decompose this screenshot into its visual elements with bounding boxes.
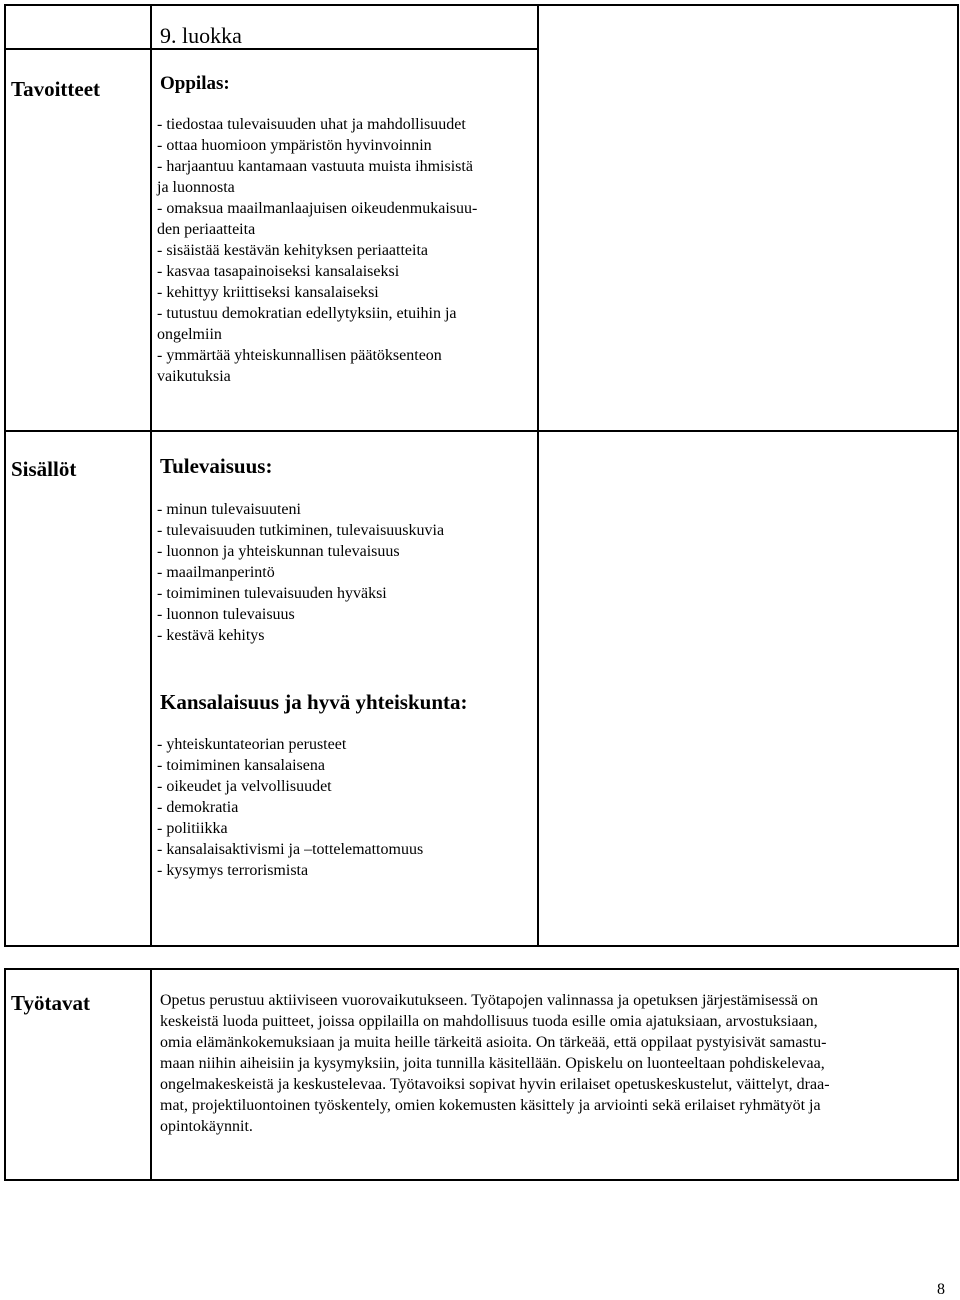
list-item: ja luonnosta <box>157 179 235 196</box>
list-item: - yhteiskuntateorian perusteet <box>157 736 347 753</box>
goals-row-divider <box>4 430 959 432</box>
future-heading: Tulevaisuus: <box>160 454 273 478</box>
methods-label: Työtavat <box>11 991 90 1015</box>
list-item: - luonnon tulevaisuus <box>157 606 295 623</box>
list-item: - toimiminen tulevaisuuden hyväksi <box>157 585 387 602</box>
paragraph-line: keskeistä luoda puitteet, joissa oppilailla on mahdollisuus tuoda esille omia ajatuksiaan, arvostuksiaan, <box>160 1013 818 1030</box>
page-number: 8 <box>937 1281 945 1298</box>
list-item: - sisäistää kestävän kehityksen periaatteita <box>157 242 429 259</box>
list-item: ongelmiin <box>157 326 222 343</box>
label-column-divider <box>150 4 152 947</box>
list-item: - kehittyy kriittiseksi kansalaiseksi <box>157 284 379 301</box>
goals-heading: Oppilas: <box>160 73 230 94</box>
goals-list <box>157 114 477 387</box>
list-item: - demokratia <box>157 799 239 816</box>
grade-title: 9. luokka <box>160 23 242 48</box>
contents-label: Sisällöt <box>11 457 77 481</box>
methods-right-border <box>957 968 959 1181</box>
list-item: - harjaantuu kantamaan vastuuta muista ihmisistä <box>157 158 473 175</box>
list-item: - minun tulevaisuuteni <box>157 501 301 518</box>
paragraph-line: opintokäynnit. <box>160 1118 253 1135</box>
paragraph-line: ongelmakeskeistä ja keskustelevaa. Työtavoiksi sopivat hyvin erilaiset opetuskeskustelut, väittelyt, draa- <box>160 1076 830 1093</box>
right-border <box>957 4 959 947</box>
methods-top-border <box>4 968 959 970</box>
list-item: - luonnon ja yhteiskunnan tulevaisuus <box>157 543 400 560</box>
list-item: - tiedostaa tulevaisuuden uhat ja mahdollisuudet <box>157 116 466 133</box>
list-item: - toimiminen kansalaisena <box>157 757 325 774</box>
list-item: - maailmanperintö <box>157 564 275 581</box>
list-item: - oikeudet ja velvollisuudet <box>157 778 332 795</box>
list-item: - kysymys terrorismista <box>157 862 309 879</box>
left-border <box>4 4 6 947</box>
citizenship-list <box>157 734 423 881</box>
list-item: - tulevaisuuden tutkiminen, tulevaisuuskuvia <box>157 522 445 539</box>
paragraph-line: maan niihin aiheisiin ja kysymyksiin, joita tunnilla käsitellään. Opiskelu on luonteeltaan pohdiskelevaa, <box>160 1055 825 1072</box>
list-item: - ottaa huomioon ympäristön hyvinvoinnin <box>157 137 432 154</box>
future-list <box>157 499 444 646</box>
top-border <box>4 4 959 6</box>
paragraph-line: Opetus perustuu aktiiviseen vuorovaikutukseen. Työtapojen valinnassa ja opetuksen järjestämisessä on <box>160 992 818 1009</box>
list-item: - tutustuu demokratian edellytyksiin, etuihin ja <box>157 305 457 322</box>
goals-label: Tavoitteet <box>11 77 101 101</box>
list-item: den periaatteita <box>157 221 256 238</box>
methods-left-border <box>4 968 6 1181</box>
header-row-divider <box>4 48 538 50</box>
methods-bottom-border <box>4 1179 959 1181</box>
list-item: - kansalaisaktivismi ja –tottelemattomuus <box>157 841 424 858</box>
list-item: vaikutuksia <box>157 368 231 385</box>
methods-column-divider <box>150 968 152 1181</box>
list-item: - kestävä kehitys <box>157 627 265 644</box>
list-item: - omaksua maailmanlaajuisen oikeudenmukaisuu- <box>157 200 478 217</box>
paragraph-line: omia elämänkokemuksiaan ja muita heille tärkeitä asioita. On tärkeää, että oppilaat pystyisivät samastu- <box>160 1034 827 1051</box>
methods-paragraph <box>160 990 930 1137</box>
list-item: - ymmärtää yhteiskunnallisen päätöksenteon <box>157 347 442 364</box>
paragraph-line: mat, projektiluontoinen työskentely, omien kokemusten käsittely ja arviointi sekä erilaiset ryhmätyöt ja <box>160 1097 821 1114</box>
content-column-divider <box>537 4 539 947</box>
list-item: - kasvaa tasapainoiseksi kansalaiseksi <box>157 263 400 280</box>
citizenship-heading: Kansalaisuus ja hyvä yhteiskunta: <box>160 690 468 714</box>
top-table-bottom-border <box>4 945 959 947</box>
list-item: - politiikka <box>157 820 228 837</box>
